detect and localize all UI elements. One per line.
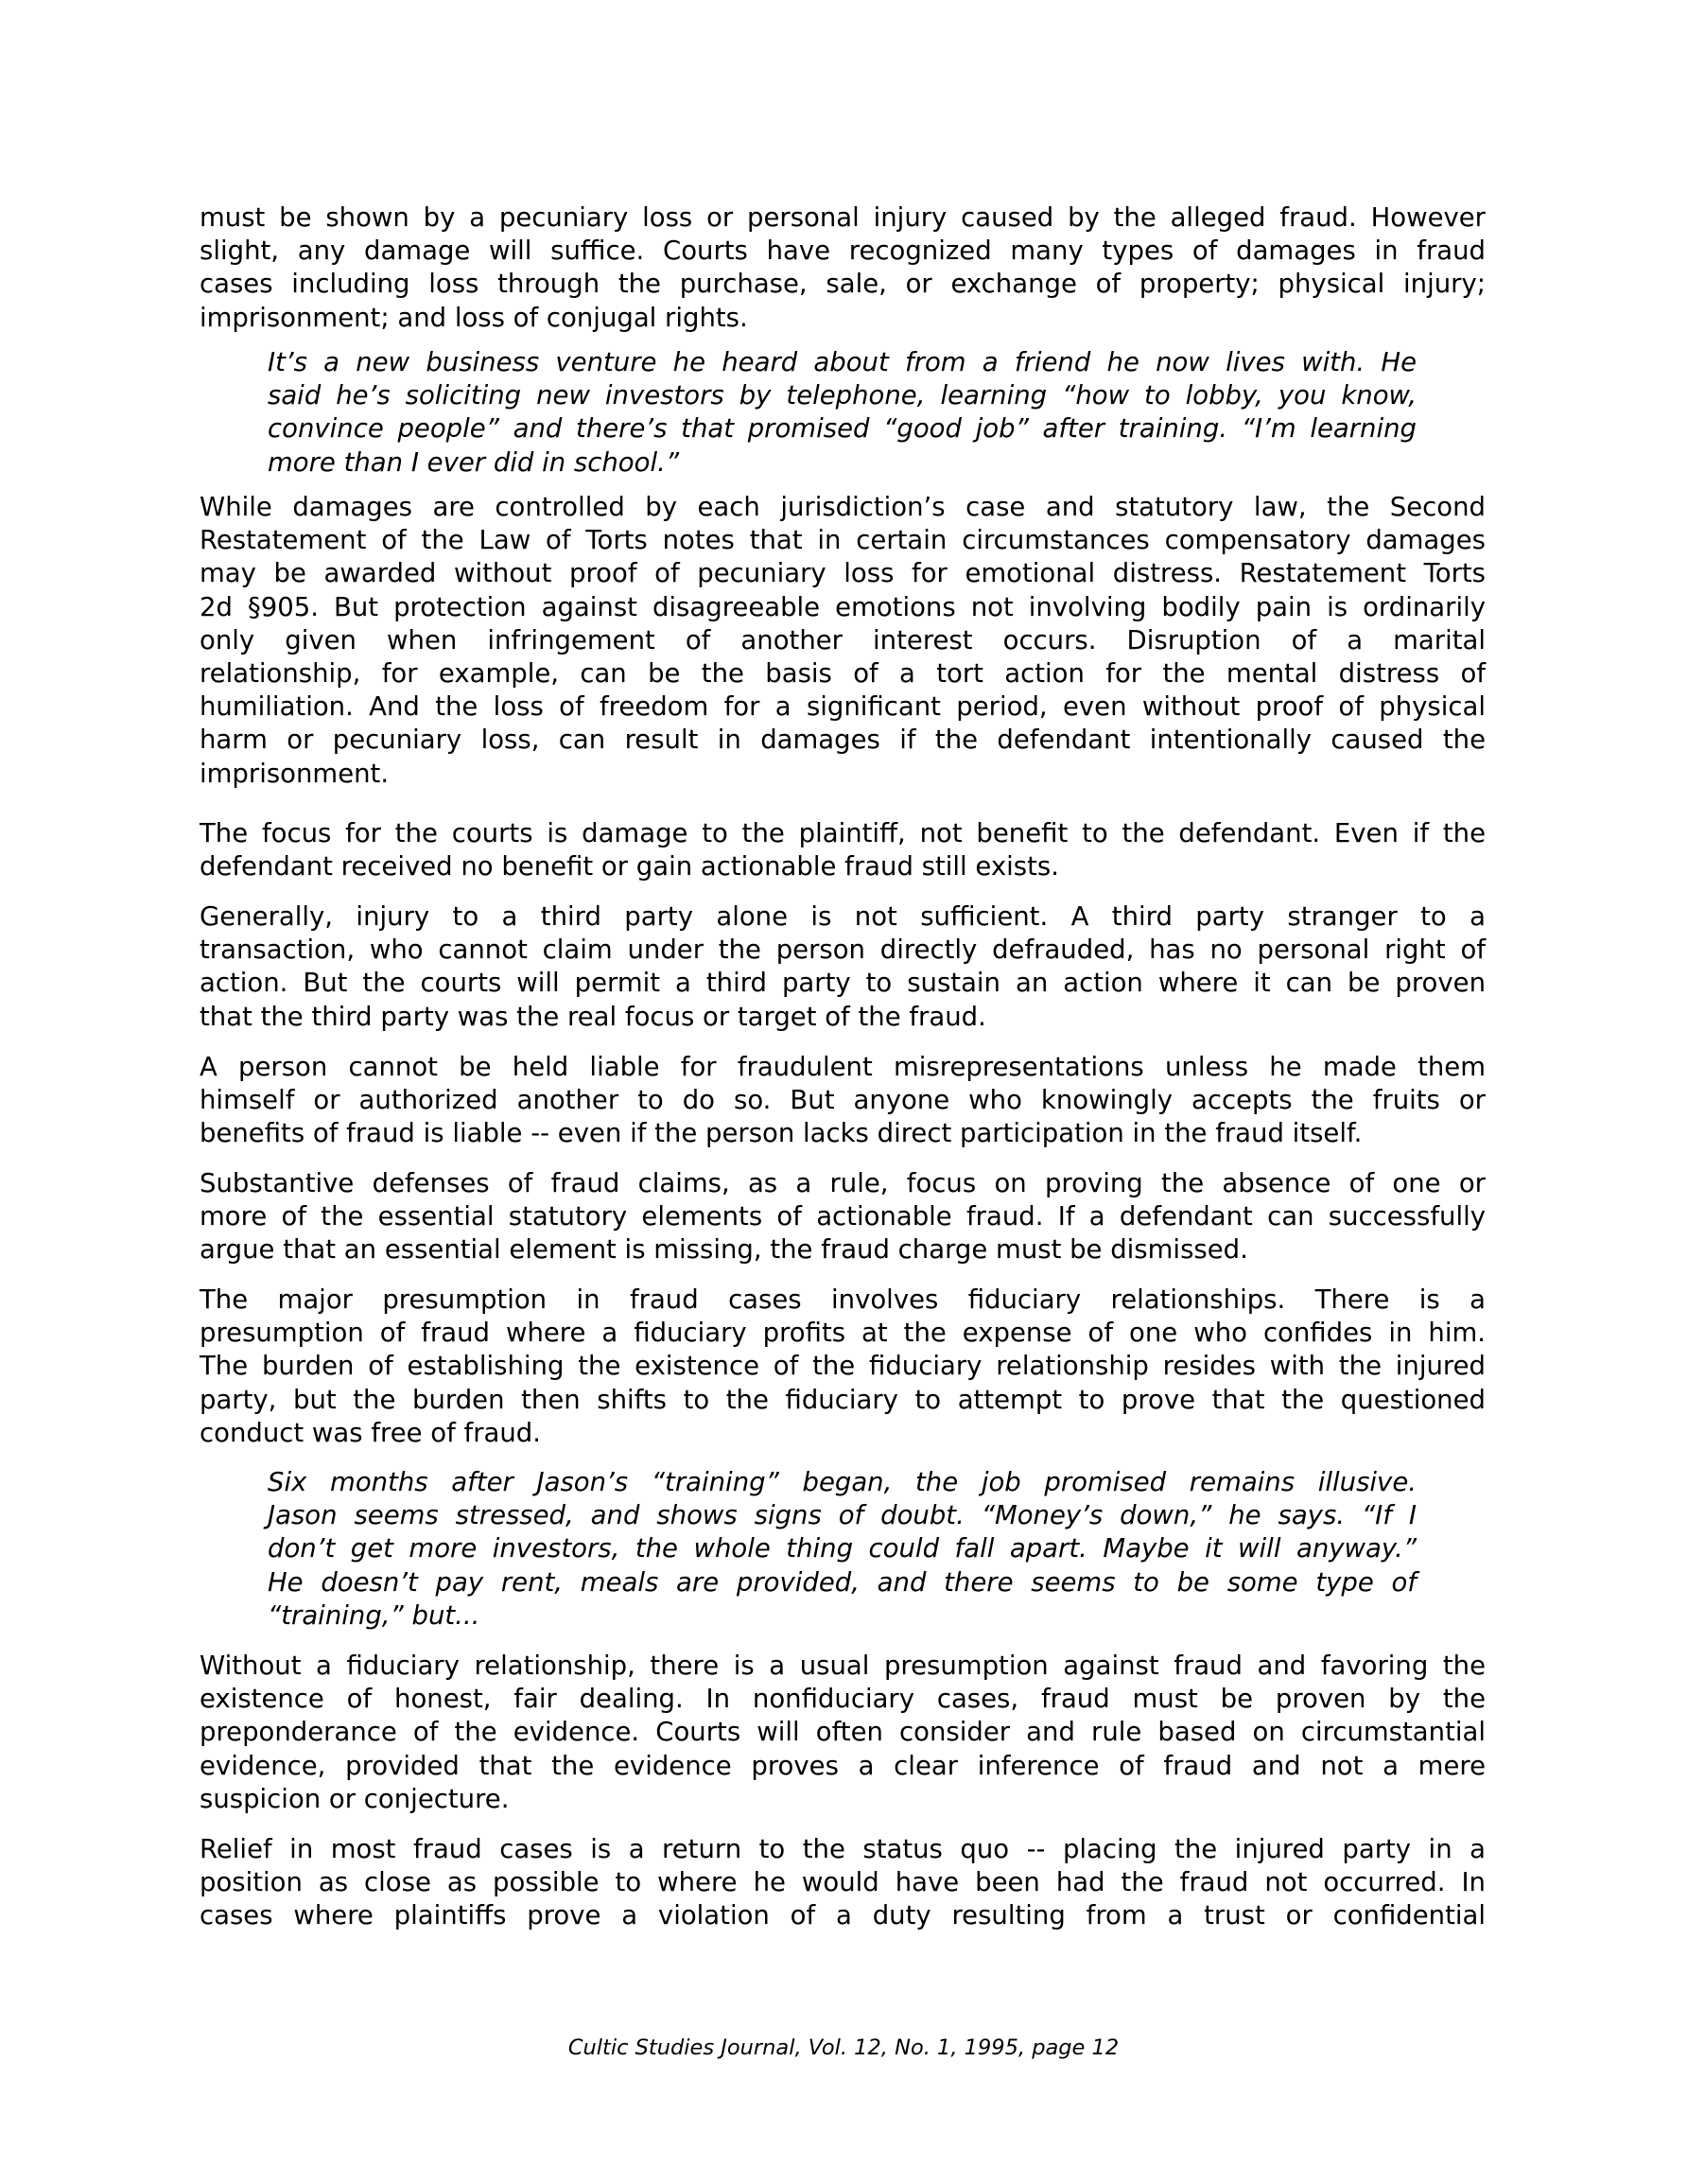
text-line: convince people” and there’s that promised “good job” after training. “I’m learning [268, 413, 1417, 445]
text-line: evidence, provided that the evidence proves a clear inference of fraud and not a mere [200, 1750, 1486, 1781]
text-line: 2d §905. But protection against disagreeable emotions not involving bodily pain is ordinarily [200, 591, 1486, 622]
text-line: Substantive defenses of fraud claims, as a rule, focus on proving the absence of one or [200, 1168, 1486, 1198]
text-line: While damages are controlled by each jurisdiction’s case and statutory law, the Second [200, 492, 1486, 522]
text-line: argue that an essential element is missing, the fraud charge must be dismissed. [200, 1234, 1248, 1266]
paragraph-restatement [200, 491, 1486, 791]
text-line: relationship, for example, can be the basis of a tort action for the mental distress of [200, 657, 1486, 689]
text-line: A person cannot be held liable for fraudulent misrepresentations unless he made them [200, 1052, 1486, 1082]
text-line: “training,” but... [268, 1599, 480, 1631]
text-line: harm or pecuniary loss, can result in damages if the defendant intentionally caused the [200, 725, 1486, 756]
text-line: humiliation. And the loss of freedom for a significant period, even without proof of physical [200, 691, 1486, 723]
text-line: He doesn’t pay rent, meals are provided, and there seems to be some type of [268, 1566, 1417, 1598]
text-line: transaction, who cannot claim under the person directly defrauded, has no personal right of [200, 935, 1486, 966]
text-line: conduct was free of fraud. [200, 1417, 541, 1448]
text-line: imprisonment; and loss of conjugal rights. [200, 302, 748, 333]
text-line: more of the essential statutory elements of actionable fraud. If a defendant can successfully [200, 1201, 1486, 1232]
paragraph-liability [200, 1051, 1486, 1151]
text-line: The major presumption in fraud cases involves fiduciary relationships. There is a [200, 1284, 1486, 1315]
text-line: defendant received no benefit or gain actionable fraud still exists. [200, 851, 1059, 882]
text-line: Jason seems stressed, and shows signs of doubt. “Money’s down,” he says. “If I [268, 1500, 1417, 1531]
text-line: said he’s soliciting new investors by telephone, learning “how to lobby, you know, [268, 380, 1417, 411]
text-line: existence of honest, fair dealing. In nonfiduciary cases, fraud must be proven by the [200, 1684, 1486, 1715]
text-line: Six months after Jason’s “training” began, the job promised remains illusive. [268, 1467, 1417, 1497]
page-footer-citation: Cultic Studies Journal, Vol. 12, No. 1, 1995, page 12 [567, 2035, 1120, 2060]
text-line: benefits of fraud is liable -- even if the person lacks direct participation in the fraud itself. [200, 1118, 1363, 1149]
text-line: slight, any damage will suffice. Courts have recognized many types of damages in fraud [200, 236, 1486, 267]
case-vignette-quote-1 [268, 346, 1417, 480]
paragraph-third-party [200, 900, 1486, 1034]
text-line: action. But the courts will permit a third party to sustain an action where it can be proven [200, 968, 1486, 999]
paragraph-damages-intro [200, 201, 1486, 335]
text-line: position as close as possible to where he would have been had the fraud not occurred. In [200, 1867, 1486, 1898]
text-line: don’t get more investors, the whole thing could fall apart. Maybe it will anyway.” [268, 1533, 1417, 1564]
text-line: It’s a new business venture he heard about from a friend he now lives with. He [268, 347, 1417, 377]
text-line: must be shown by a pecuniary loss or personal injury caused by the alleged fraud. However [200, 202, 1486, 233]
text-line: Restatement of the Law of Torts notes that in certain circumstances compensatory damages [200, 525, 1486, 556]
text-line: cases where plaintiffs prove a violation of a duty resulting from a trust or confidential [200, 1900, 1486, 1931]
text-line: preponderance of the evidence. Courts will often consider and rule based on circumstantial [200, 1717, 1486, 1748]
text-line: cases including loss through the purchase, sale, or exchange of property; physical injury; [200, 269, 1486, 300]
text-line: may be awarded without proof of pecuniary loss for emotional distress. Restatement Torts [200, 558, 1486, 589]
paragraph-nonfiduciary [200, 1650, 1486, 1816]
paragraph-relief [200, 1833, 1486, 1933]
text-line: party, but the burden then shifts to the fiduciary to attempt to prove that the questioned [200, 1384, 1486, 1415]
text-line: The focus for the courts is damage to the plaintiff, not benefit to the defendant. Even if the [200, 818, 1486, 848]
text-line: more than I ever did in school.” [268, 446, 680, 478]
case-vignette-quote-2 [268, 1466, 1417, 1633]
text-line: himself or authorized another to do so. But anyone who knowingly accepts the fruits or [200, 1085, 1486, 1116]
paragraph-defenses [200, 1167, 1486, 1267]
text-line: only given when infringement of another interest occurs. Disruption of a marital [200, 624, 1486, 655]
text-line: suspicion or conjecture. [200, 1783, 510, 1814]
paragraph-fiduciary-presumption [200, 1284, 1486, 1450]
text-line: Generally, injury to a third party alone is not sufficient. A third party stranger to a [200, 901, 1486, 932]
text-line: presumption of fraud where a fiduciary profits at the expense of one who confides in him. [200, 1318, 1486, 1349]
text-line: that the third party was the real focus or target of the fraud. [200, 1001, 986, 1032]
paragraph-focus [200, 817, 1486, 883]
text-line: The burden of establishing the existence of the fiduciary relationship resides with the injured [200, 1351, 1486, 1382]
text-line: Without a fiduciary relationship, there is a usual presumption against fraud and favoring the [200, 1651, 1486, 1681]
text-line: Relief in most fraud cases is a return to the status quo -- placing the injured party in a [200, 1834, 1486, 1864]
text-line: imprisonment. [200, 758, 390, 789]
